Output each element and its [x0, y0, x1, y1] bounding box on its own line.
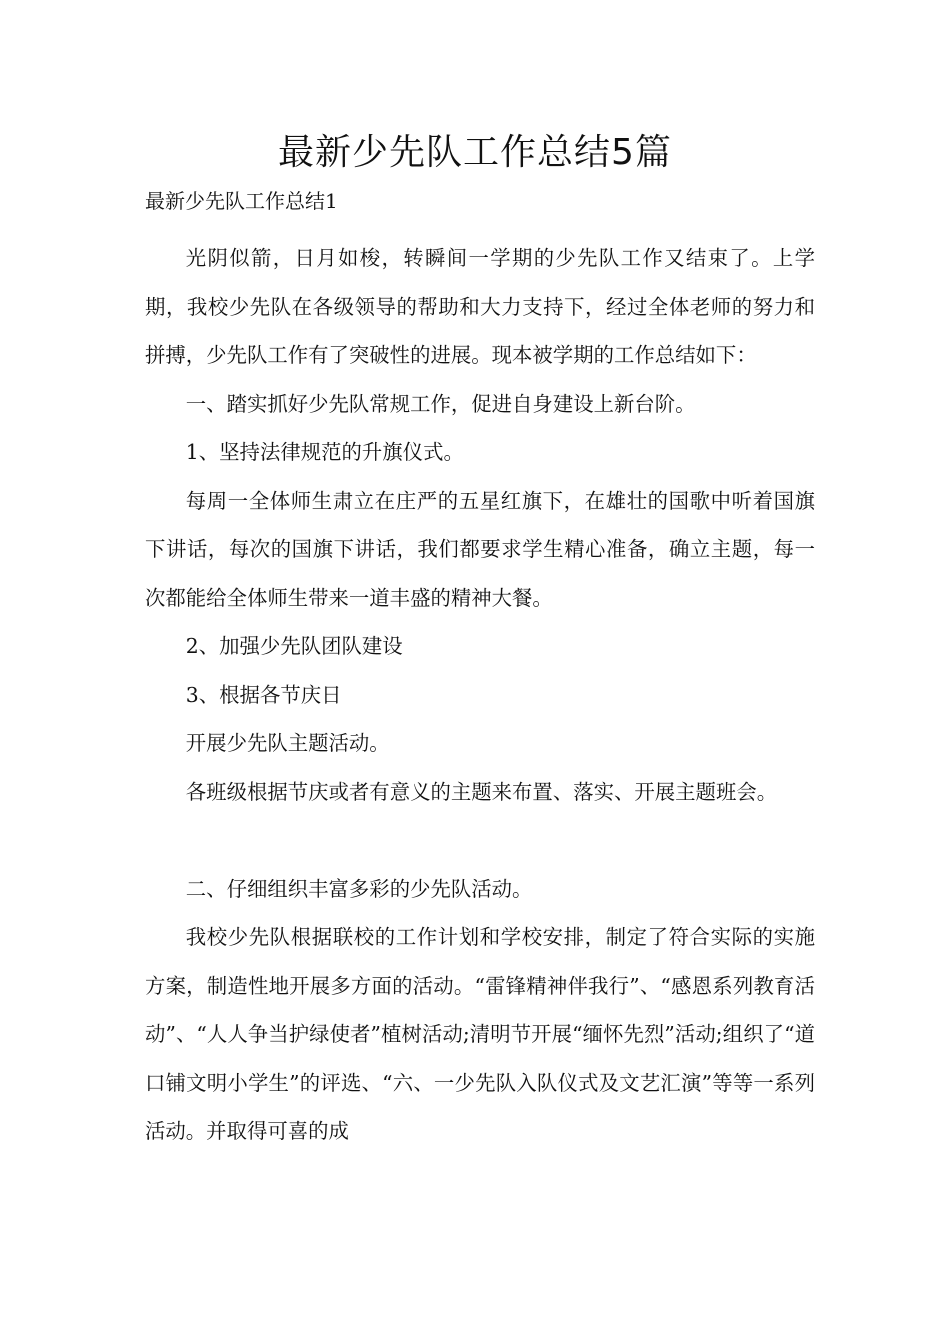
section-heading: 最新少先队工作总结1 [145, 189, 338, 213]
paragraph-item-3: 3、根据各节庆日 [185, 682, 342, 707]
paragraph-heading-1: 一、踏实抓好少先队常规工作，促进自身建设上新台阶。 [185, 391, 696, 416]
paragraph-theme-activities: 开展少先队主题活动。 [185, 731, 390, 755]
paragraph-class-meetings: 各班级根据节庆或者有意义的主题来布置、落实、开展主题班会。 [185, 779, 778, 804]
paragraph-activities: 我校少先队根据联校的工作计划和学校安排，制定了符合实际的实施方案，制造性地开展多方面的活动。“雷锋精神伴我行”、“感恩系列教育活动”、“人人争当护绿使者”植树活动;清明节开展“缅怀先烈”活动;组织了“道口铺文明小学生”的评选、“六、一少先队入队仪式及文艺汇演”等等一系列活动。并取得可喜的成 [145, 925, 815, 1143]
document-body [145, 234, 815, 1156]
paragraph-item-2: 2、加强少先队团队建设 [185, 634, 403, 658]
paragraph-intro: 光阴似箭，日月如梭，转瞬间一学期的少先队工作又结束了。上学期，我校少先队在各级领导的帮助和大力支持下，经过全体老师的努力和拼搏，少先队工作有了突破性的进展。现本被学期的工作总结如下： [145, 246, 815, 367]
document-title: 最新少先队工作总结5篇 [278, 132, 672, 173]
paragraph-item-1: 1、坚持法律规范的升旗仪式。 [185, 440, 464, 464]
paragraph-heading-2: 二、仔细组织丰富多彩的少先队活动。 [185, 876, 533, 901]
paragraph-flag-ceremony: 每周一全体师生肃立在庄严的五星红旗下，在雄壮的国歌中听着国旗下讲话，每次的国旗下讲话，我们都要求学生精心准备，确立主题，每一次都能给全体师生带来一道丰盛的精神大餐。 [145, 488, 815, 610]
